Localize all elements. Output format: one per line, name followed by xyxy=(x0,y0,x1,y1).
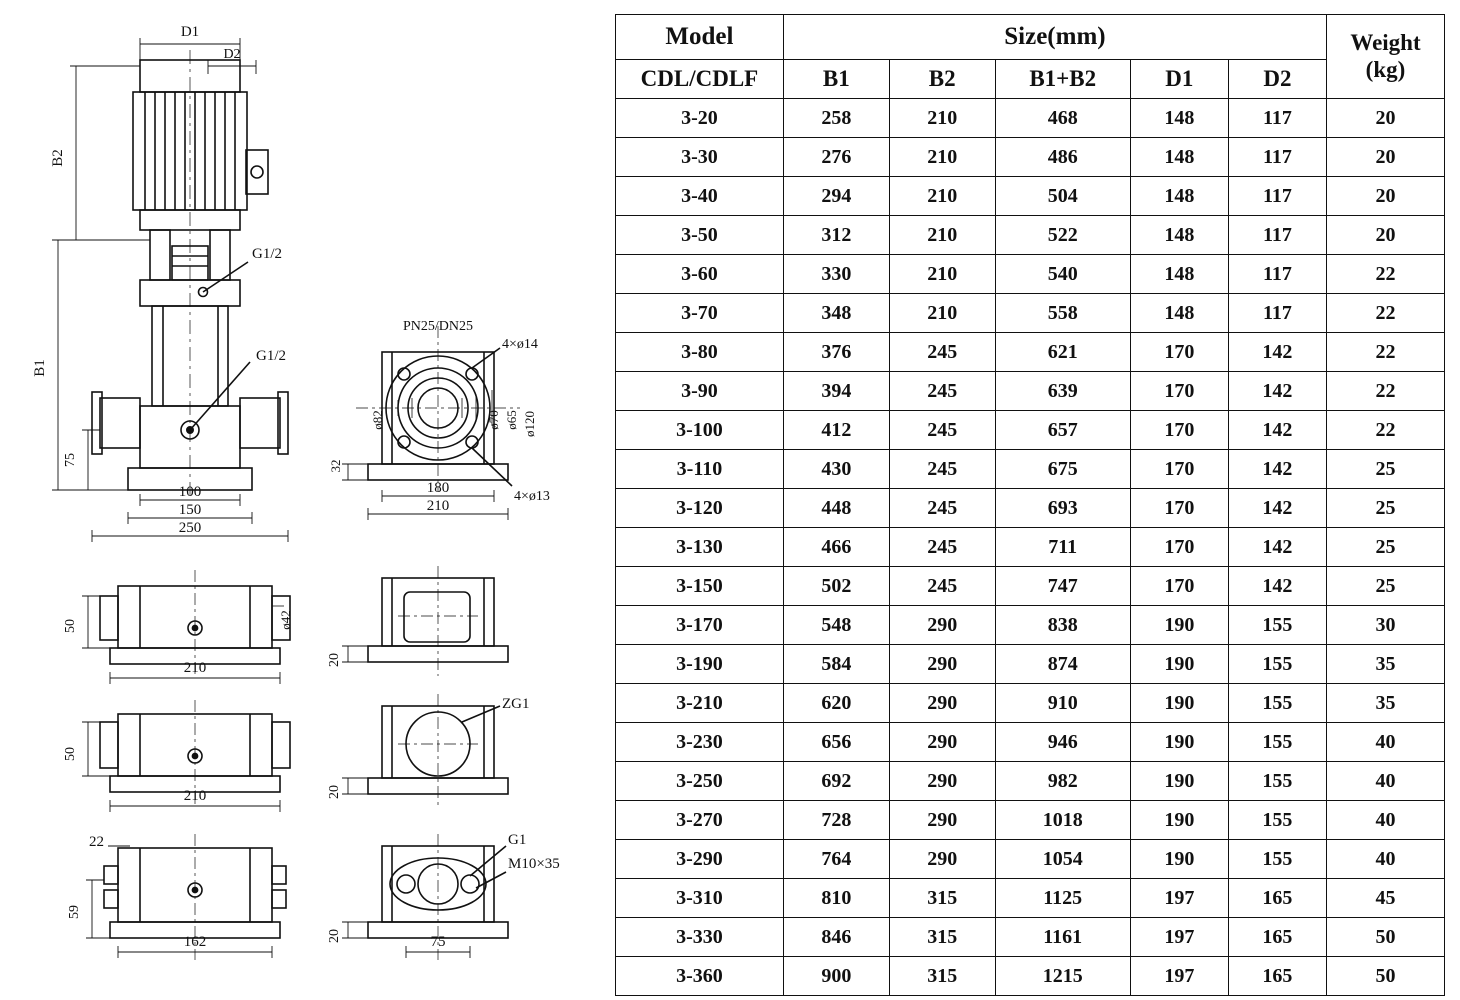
cell-model: 3-60 xyxy=(616,255,784,294)
cell-b2: 245 xyxy=(889,567,995,606)
cell-b2: 290 xyxy=(889,684,995,723)
cell-weight: 50 xyxy=(1326,918,1444,957)
cell-d1: 190 xyxy=(1130,606,1228,645)
cell-b2: 290 xyxy=(889,645,995,684)
label-d82: ø82 xyxy=(370,410,385,430)
label-v5-20: 20 xyxy=(327,785,342,799)
cell-d2: 155 xyxy=(1228,840,1326,879)
cell-model: 3-20 xyxy=(616,99,784,138)
cell-d1: 197 xyxy=(1130,918,1228,957)
table-row xyxy=(616,957,1445,996)
cell-d1: 190 xyxy=(1130,684,1228,723)
table-row xyxy=(616,450,1445,489)
cell-b1: 502 xyxy=(783,567,889,606)
cell-b1: 258 xyxy=(783,99,889,138)
table-row xyxy=(616,762,1445,801)
table-body xyxy=(616,99,1445,996)
cell-b2: 315 xyxy=(889,918,995,957)
cell-d2: 117 xyxy=(1228,138,1326,177)
label-b2: B2 xyxy=(50,149,66,167)
cell-b1-plus-b2: 693 xyxy=(995,489,1130,528)
cell-b2: 245 xyxy=(889,450,995,489)
table-row xyxy=(616,216,1445,255)
cell-d1: 190 xyxy=(1130,723,1228,762)
cell-b1: 330 xyxy=(783,255,889,294)
cell-d2: 142 xyxy=(1228,411,1326,450)
cell-weight: 20 xyxy=(1326,99,1444,138)
cell-d1: 190 xyxy=(1130,801,1228,840)
cell-d2: 155 xyxy=(1228,645,1326,684)
cell-b2: 210 xyxy=(889,216,995,255)
table-row xyxy=(616,840,1445,879)
header-d2: D2 xyxy=(1228,60,1326,99)
table-row xyxy=(616,177,1445,216)
cell-model: 3-50 xyxy=(616,216,784,255)
cell-d1: 170 xyxy=(1130,372,1228,411)
header-b1: B1 xyxy=(783,60,889,99)
cell-b1-plus-b2: 1125 xyxy=(995,879,1130,918)
cell-b1: 656 xyxy=(783,723,889,762)
table-row xyxy=(616,294,1445,333)
cell-b1: 728 xyxy=(783,801,889,840)
label-75: 75 xyxy=(63,453,78,467)
cell-d2: 117 xyxy=(1228,99,1326,138)
cell-model: 3-250 xyxy=(616,762,784,801)
cell-weight: 20 xyxy=(1326,216,1444,255)
cell-b2: 245 xyxy=(889,528,995,567)
cell-d1: 148 xyxy=(1130,177,1228,216)
cell-b1: 412 xyxy=(783,411,889,450)
cell-model: 3-40 xyxy=(616,177,784,216)
header-b1-plus-b2: B1+B2 xyxy=(995,60,1130,99)
cell-model: 3-230 xyxy=(616,723,784,762)
cell-weight: 45 xyxy=(1326,879,1444,918)
cell-d1: 170 xyxy=(1130,567,1228,606)
table-row xyxy=(616,723,1445,762)
cell-d1: 190 xyxy=(1130,645,1228,684)
header-weight-line1: Weight xyxy=(1350,30,1421,56)
cell-b2: 210 xyxy=(889,138,995,177)
cell-d1: 148 xyxy=(1130,216,1228,255)
table-row xyxy=(616,138,1445,177)
cell-weight: 22 xyxy=(1326,372,1444,411)
cell-b1-plus-b2: 982 xyxy=(995,762,1130,801)
label-4x14: 4×ø14 xyxy=(502,337,538,352)
cell-b2: 290 xyxy=(889,801,995,840)
cell-b1-plus-b2: 1018 xyxy=(995,801,1130,840)
label-d1: D1 xyxy=(180,24,200,40)
cell-model: 3-170 xyxy=(616,606,784,645)
table-row xyxy=(616,918,1445,957)
label-v2-50: 50 xyxy=(63,619,78,633)
cell-d2: 165 xyxy=(1228,918,1326,957)
table-row xyxy=(616,879,1445,918)
cell-b1-plus-b2: 838 xyxy=(995,606,1130,645)
cell-model: 3-120 xyxy=(616,489,784,528)
cell-d2: 142 xyxy=(1228,333,1326,372)
cell-d1: 170 xyxy=(1130,333,1228,372)
cell-b1-plus-b2: 1215 xyxy=(995,957,1130,996)
cell-weight: 35 xyxy=(1326,645,1444,684)
cell-weight: 40 xyxy=(1326,801,1444,840)
cell-b1: 394 xyxy=(783,372,889,411)
table-row xyxy=(616,567,1445,606)
label-d65: ø65 xyxy=(504,410,519,430)
table-row xyxy=(616,372,1445,411)
cell-b1: 764 xyxy=(783,840,889,879)
cell-model: 3-130 xyxy=(616,528,784,567)
cell-b2: 245 xyxy=(889,372,995,411)
label-d120: ø120 xyxy=(522,411,537,437)
cell-b2: 210 xyxy=(889,99,995,138)
cell-b1-plus-b2: 1054 xyxy=(995,840,1130,879)
label-d42: ø42 xyxy=(278,610,293,630)
cell-b1-plus-b2: 711 xyxy=(995,528,1130,567)
cell-b2: 245 xyxy=(889,411,995,450)
cell-model: 3-310 xyxy=(616,879,784,918)
cell-b1: 312 xyxy=(783,216,889,255)
cell-b1: 376 xyxy=(783,333,889,372)
label-pn25-dn25: PN25/DN25 xyxy=(402,319,474,334)
cell-b2: 315 xyxy=(889,957,995,996)
table-row xyxy=(616,255,1445,294)
cell-b1: 548 xyxy=(783,606,889,645)
cell-d1: 170 xyxy=(1130,411,1228,450)
cell-b2: 290 xyxy=(889,762,995,801)
header-weight xyxy=(1326,15,1444,99)
cell-d1: 148 xyxy=(1130,294,1228,333)
label-v7-75: 75 xyxy=(430,934,446,950)
cell-b1: 294 xyxy=(783,177,889,216)
cell-weight: 20 xyxy=(1326,177,1444,216)
cell-d2: 142 xyxy=(1228,567,1326,606)
table-row xyxy=(616,606,1445,645)
cell-b1: 620 xyxy=(783,684,889,723)
cell-b1: 430 xyxy=(783,450,889,489)
cell-weight: 30 xyxy=(1326,606,1444,645)
cell-weight: 50 xyxy=(1326,957,1444,996)
cell-d2: 117 xyxy=(1228,216,1326,255)
cell-d1: 148 xyxy=(1130,138,1228,177)
cell-model: 3-210 xyxy=(616,684,784,723)
cell-weight: 40 xyxy=(1326,840,1444,879)
table-row xyxy=(616,528,1445,567)
label-250: 250 xyxy=(178,520,202,536)
header-model: Model xyxy=(616,15,784,60)
label-v6-22: 22 xyxy=(89,834,104,850)
cell-b2: 210 xyxy=(889,255,995,294)
table-row xyxy=(616,801,1445,840)
cell-model: 3-90 xyxy=(616,372,784,411)
table-header-row-2 xyxy=(616,60,1445,99)
cell-d1: 170 xyxy=(1130,450,1228,489)
header-b2: B2 xyxy=(889,60,995,99)
cell-model: 3-30 xyxy=(616,138,784,177)
cell-d2: 142 xyxy=(1228,528,1326,567)
cell-b1: 692 xyxy=(783,762,889,801)
cell-model: 3-270 xyxy=(616,801,784,840)
cell-b1: 466 xyxy=(783,528,889,567)
label-g12-mid: G1/2 xyxy=(256,348,286,364)
label-b1: B1 xyxy=(32,359,48,377)
cell-b2: 290 xyxy=(889,606,995,645)
cell-weight: 35 xyxy=(1326,684,1444,723)
cell-d2: 117 xyxy=(1228,294,1326,333)
label-d2: D2 xyxy=(223,47,241,62)
cell-d2: 142 xyxy=(1228,372,1326,411)
cell-b1-plus-b2: 946 xyxy=(995,723,1130,762)
cell-b1-plus-b2: 486 xyxy=(995,138,1130,177)
table-head xyxy=(616,15,1445,99)
cell-b1-plus-b2: 1161 xyxy=(995,918,1130,957)
cell-b1-plus-b2: 639 xyxy=(995,372,1130,411)
label-4x13: 4×ø13 xyxy=(514,489,550,504)
cell-d1: 170 xyxy=(1130,489,1228,528)
label-210: 210 xyxy=(426,498,450,514)
cell-b1-plus-b2: 675 xyxy=(995,450,1130,489)
label-v6-59: 59 xyxy=(67,905,82,919)
cell-d1: 190 xyxy=(1130,762,1228,801)
cell-b1-plus-b2: 522 xyxy=(995,216,1130,255)
cell-b2: 210 xyxy=(889,294,995,333)
cell-d2: 155 xyxy=(1228,801,1326,840)
label-v7-20: 20 xyxy=(327,929,342,943)
label-v4-50: 50 xyxy=(63,747,78,761)
cell-d2: 155 xyxy=(1228,684,1326,723)
dimensions-table xyxy=(615,14,1445,996)
label-150: 150 xyxy=(178,502,202,518)
cell-b1: 448 xyxy=(783,489,889,528)
cell-b1-plus-b2: 657 xyxy=(995,411,1130,450)
cell-weight: 22 xyxy=(1326,294,1444,333)
label-m10x35: M10×35 xyxy=(508,856,560,872)
cell-b2: 290 xyxy=(889,840,995,879)
cell-model: 3-110 xyxy=(616,450,784,489)
header-model-sub: CDL/CDLF xyxy=(616,60,784,99)
cell-weight: 40 xyxy=(1326,762,1444,801)
cell-d2: 155 xyxy=(1228,723,1326,762)
cell-weight: 25 xyxy=(1326,450,1444,489)
cell-model: 3-150 xyxy=(616,567,784,606)
cell-d1: 170 xyxy=(1130,528,1228,567)
dimensions-table-wrapper xyxy=(615,14,1445,996)
cell-weight: 25 xyxy=(1326,528,1444,567)
cell-model: 3-190 xyxy=(616,645,784,684)
cell-d2: 155 xyxy=(1228,762,1326,801)
cell-b1-plus-b2: 621 xyxy=(995,333,1130,372)
label-zg1: ZG1 xyxy=(502,696,530,712)
cell-b1-plus-b2: 874 xyxy=(995,645,1130,684)
label-v6-162: 162 xyxy=(183,934,207,950)
label-v3-20: 20 xyxy=(327,653,342,667)
cell-b1-plus-b2: 558 xyxy=(995,294,1130,333)
header-weight-line2: (kg) xyxy=(1365,56,1406,82)
table-row xyxy=(616,684,1445,723)
cell-b1: 846 xyxy=(783,918,889,957)
cell-weight: 22 xyxy=(1326,333,1444,372)
cell-model: 3-290 xyxy=(616,840,784,879)
cell-b1-plus-b2: 504 xyxy=(995,177,1130,216)
cell-b1-plus-b2: 747 xyxy=(995,567,1130,606)
cell-d2: 155 xyxy=(1228,606,1326,645)
cell-b2: 315 xyxy=(889,879,995,918)
cell-b1: 348 xyxy=(783,294,889,333)
cell-d2: 142 xyxy=(1228,489,1326,528)
cell-d1: 197 xyxy=(1130,957,1228,996)
cell-weight: 25 xyxy=(1326,489,1444,528)
cell-d2: 165 xyxy=(1228,879,1326,918)
cell-weight: 25 xyxy=(1326,567,1444,606)
cell-b1-plus-b2: 468 xyxy=(995,99,1130,138)
label-g12-top: G1/2 xyxy=(252,246,282,262)
cell-d2: 117 xyxy=(1228,255,1326,294)
cell-b1: 900 xyxy=(783,957,889,996)
cell-weight: 22 xyxy=(1326,411,1444,450)
cell-b2: 245 xyxy=(889,489,995,528)
cell-model: 3-330 xyxy=(616,918,784,957)
cell-b1: 584 xyxy=(783,645,889,684)
cell-weight: 20 xyxy=(1326,138,1444,177)
table-header-row-1 xyxy=(616,15,1445,60)
label-v2-210: 210 xyxy=(183,660,207,676)
table-row xyxy=(616,645,1445,684)
cell-d1: 197 xyxy=(1130,879,1228,918)
label-v4-210: 210 xyxy=(183,788,207,804)
cell-d1: 190 xyxy=(1130,840,1228,879)
cell-b2: 245 xyxy=(889,333,995,372)
cell-weight: 22 xyxy=(1326,255,1444,294)
cell-model: 3-80 xyxy=(616,333,784,372)
table-row xyxy=(616,411,1445,450)
label-32: 32 xyxy=(328,459,343,473)
cell-b2: 210 xyxy=(889,177,995,216)
table-row xyxy=(616,99,1445,138)
table-row xyxy=(616,333,1445,372)
drawing-svg xyxy=(0,0,600,1000)
cell-b1-plus-b2: 540 xyxy=(995,255,1130,294)
header-d1: D1 xyxy=(1130,60,1228,99)
cell-d2: 117 xyxy=(1228,177,1326,216)
cell-model: 3-360 xyxy=(616,957,784,996)
cell-model: 3-100 xyxy=(616,411,784,450)
label-100: 100 xyxy=(178,484,202,500)
technical-drawings xyxy=(0,0,600,1000)
cell-d1: 148 xyxy=(1130,99,1228,138)
label-180: 180 xyxy=(426,480,450,496)
cell-b1: 276 xyxy=(783,138,889,177)
cell-b2: 290 xyxy=(889,723,995,762)
cell-d2: 165 xyxy=(1228,957,1326,996)
cell-b1-plus-b2: 910 xyxy=(995,684,1130,723)
label-d70: ø70 xyxy=(486,410,501,430)
cell-weight: 40 xyxy=(1326,723,1444,762)
header-size: Size(mm) xyxy=(783,15,1326,60)
cell-model: 3-70 xyxy=(616,294,784,333)
cell-d2: 142 xyxy=(1228,450,1326,489)
table-row xyxy=(616,489,1445,528)
cell-d1: 148 xyxy=(1130,255,1228,294)
label-g1: G1 xyxy=(508,832,527,848)
cell-b1: 810 xyxy=(783,879,889,918)
